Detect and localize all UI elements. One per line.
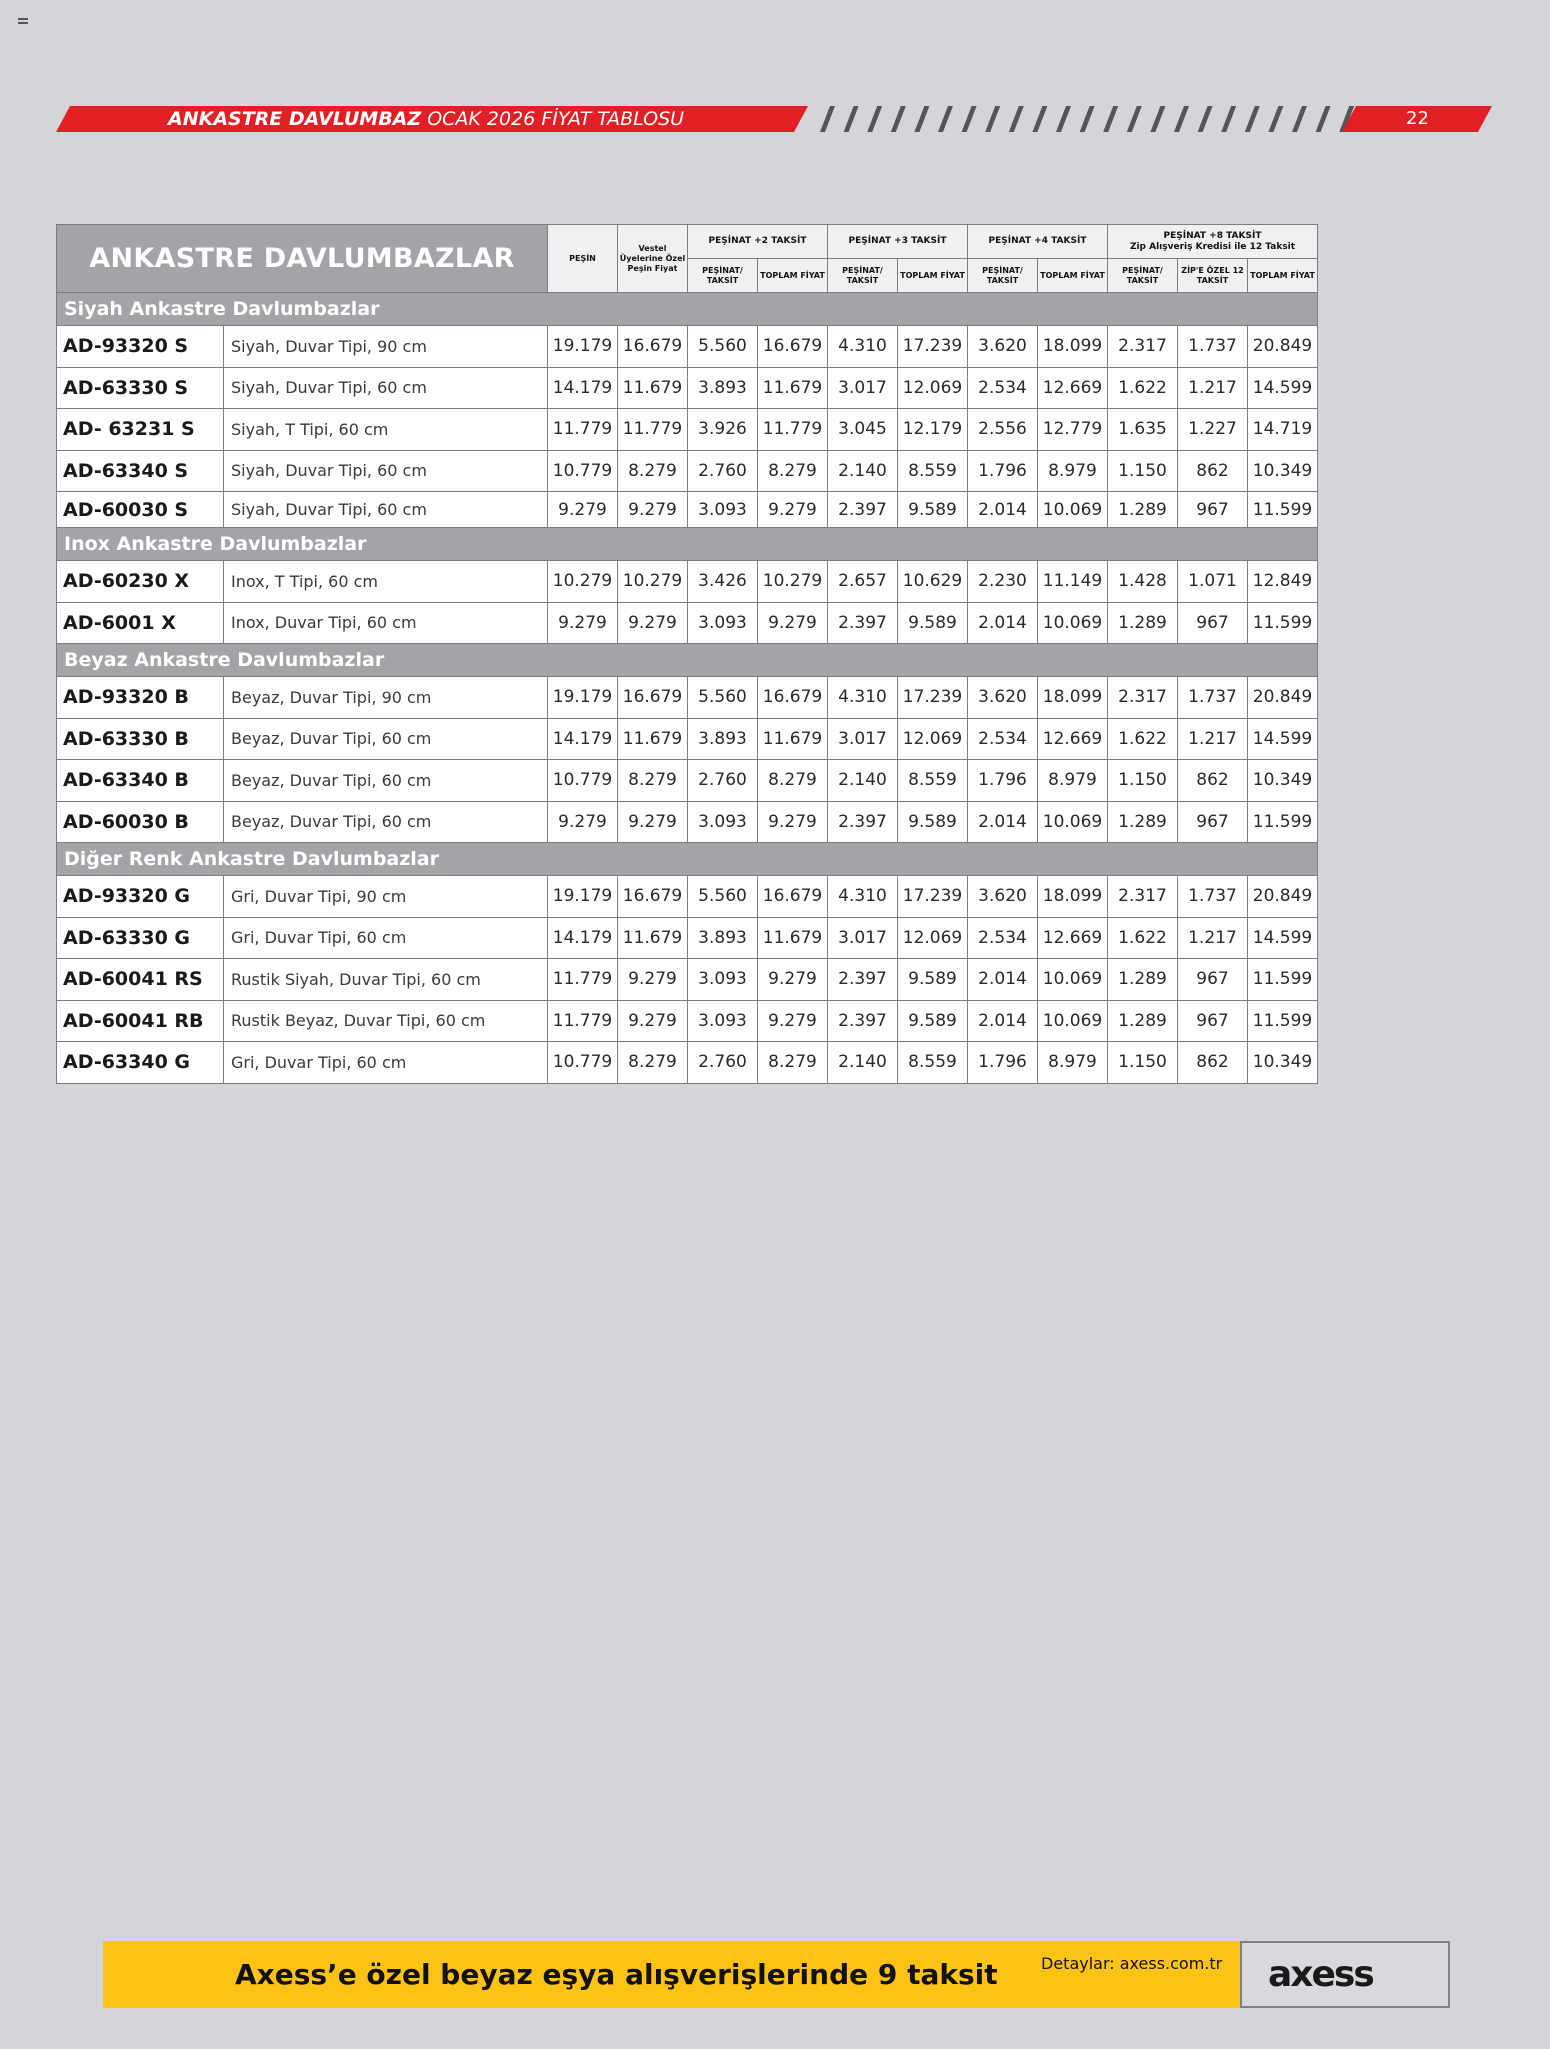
product-description: Gri, Duvar Tipi, 90 cm xyxy=(224,876,548,918)
price-cell: 3.017 xyxy=(828,718,898,760)
corner-mark xyxy=(18,18,28,24)
product-code: AD-93320 S xyxy=(57,326,224,368)
stripe xyxy=(1032,106,1047,132)
stripe xyxy=(1056,106,1071,132)
axess-logo: axess xyxy=(1268,1954,1373,1995)
header-group-3-taksit: PEŞİNAT +3 TAKSİT xyxy=(828,225,968,259)
price-cell: 11.679 xyxy=(758,367,828,409)
price-cell: 2.760 xyxy=(688,1042,758,1084)
price-cell: 16.679 xyxy=(758,876,828,918)
price-cell: 17.239 xyxy=(898,326,968,368)
stripe xyxy=(867,106,882,132)
price-cell: 1.622 xyxy=(1108,718,1178,760)
price-cell: 1.737 xyxy=(1178,876,1248,918)
price-cell: 862 xyxy=(1178,760,1248,802)
price-table xyxy=(56,224,1318,1084)
price-cell: 1.635 xyxy=(1108,409,1178,451)
price-cell: 9.279 xyxy=(618,602,688,644)
stripe xyxy=(1198,106,1213,132)
price-cell: 5.560 xyxy=(688,876,758,918)
price-cell: 1.737 xyxy=(1178,326,1248,368)
price-cell: 11.599 xyxy=(1248,959,1318,1001)
price-cell: 9.279 xyxy=(758,959,828,1001)
table-row xyxy=(57,561,1318,603)
price-cell: 16.679 xyxy=(618,876,688,918)
price-cell: 1.289 xyxy=(1108,959,1178,1001)
price-cell: 1.217 xyxy=(1178,917,1248,959)
price-cell: 3.893 xyxy=(688,718,758,760)
price-cell: 862 xyxy=(1178,450,1248,492)
price-cell: 2.760 xyxy=(688,450,758,492)
stripe xyxy=(1221,106,1236,132)
price-cell: 8.559 xyxy=(898,450,968,492)
price-cell: 11.779 xyxy=(548,1000,618,1042)
product-code: AD-93320 G xyxy=(57,876,224,918)
price-cell: 3.017 xyxy=(828,367,898,409)
price-cell: 9.589 xyxy=(898,801,968,843)
price-cell: 1.428 xyxy=(1108,561,1178,603)
price-cell: 2.230 xyxy=(968,561,1038,603)
price-cell: 9.279 xyxy=(548,492,618,528)
product-code: AD-63330 B xyxy=(57,718,224,760)
header-title-rest: OCAK 2026 FİYAT TABLOSU xyxy=(421,108,685,130)
stripe xyxy=(1174,106,1189,132)
subheader-toplam-fiyat-last: TOPLAM FİYAT xyxy=(1248,259,1318,293)
price-cell: 1.289 xyxy=(1108,801,1178,843)
section-title: Siyah Ankastre Davlumbazlar xyxy=(57,293,1318,326)
product-description: Inox, T Tipi, 60 cm xyxy=(224,561,548,603)
price-cell: 1.289 xyxy=(1108,602,1178,644)
table-row xyxy=(57,760,1318,802)
price-cell: 11.679 xyxy=(758,917,828,959)
price-cell: 9.279 xyxy=(618,1000,688,1042)
product-description: Gri, Duvar Tipi, 60 cm xyxy=(224,1042,548,1084)
price-cell: 12.179 xyxy=(898,409,968,451)
table-row xyxy=(57,1042,1318,1084)
price-cell: 11.149 xyxy=(1038,561,1108,603)
price-cell: 10.779 xyxy=(548,1042,618,1084)
price-cell: 8.559 xyxy=(898,760,968,802)
promo-banner xyxy=(103,1941,1240,2008)
table-row xyxy=(57,409,1318,451)
price-cell: 9.279 xyxy=(758,492,828,528)
section-row xyxy=(57,293,1318,326)
price-cell: 10.069 xyxy=(1038,492,1108,528)
product-description: Inox, Duvar Tipi, 60 cm xyxy=(224,602,548,644)
price-cell: 2.317 xyxy=(1108,876,1178,918)
stripe xyxy=(1245,106,1260,132)
price-cell: 17.239 xyxy=(898,677,968,719)
price-cell: 12.669 xyxy=(1038,367,1108,409)
price-cell: 11.599 xyxy=(1248,801,1318,843)
product-description: Siyah, Duvar Tipi, 90 cm xyxy=(224,326,548,368)
price-cell: 3.620 xyxy=(968,677,1038,719)
subheader-pesinat-taksit: PEŞİNAT/ TAKSİT xyxy=(1108,259,1178,293)
price-cell: 8.279 xyxy=(758,1042,828,1084)
price-cell: 8.979 xyxy=(1038,450,1108,492)
price-cell: 1.227 xyxy=(1178,409,1248,451)
product-description: Beyaz, Duvar Tipi, 60 cm xyxy=(224,760,548,802)
price-cell: 2.140 xyxy=(828,450,898,492)
price-cell: 967 xyxy=(1178,959,1248,1001)
price-cell: 8.979 xyxy=(1038,1042,1108,1084)
price-cell: 10.779 xyxy=(548,760,618,802)
price-cell: 2.014 xyxy=(968,801,1038,843)
price-cell: 8.279 xyxy=(758,450,828,492)
subheader-zip-ozel: ZİP'E ÖZEL 12 TAKSİT xyxy=(1178,259,1248,293)
price-cell: 11.779 xyxy=(548,409,618,451)
price-cell: 20.849 xyxy=(1248,677,1318,719)
table-row xyxy=(57,677,1318,719)
header-title xyxy=(168,106,684,132)
table-row xyxy=(57,602,1318,644)
product-description: Rustik Beyaz, Duvar Tipi, 60 cm xyxy=(224,1000,548,1042)
price-cell: 1.217 xyxy=(1178,367,1248,409)
price-cell: 967 xyxy=(1178,492,1248,528)
price-cell: 2.140 xyxy=(828,1042,898,1084)
price-cell: 1.796 xyxy=(968,760,1038,802)
price-cell: 2.014 xyxy=(968,602,1038,644)
price-cell: 3.045 xyxy=(828,409,898,451)
price-cell: 10.069 xyxy=(1038,959,1108,1001)
stripe xyxy=(1292,106,1307,132)
product-code: AD-60041 RS xyxy=(57,959,224,1001)
price-cell: 11.779 xyxy=(758,409,828,451)
stripe xyxy=(1268,106,1283,132)
price-cell: 10.629 xyxy=(898,561,968,603)
price-cell: 12.779 xyxy=(1038,409,1108,451)
price-cell: 12.069 xyxy=(898,367,968,409)
price-cell: 2.397 xyxy=(828,801,898,843)
product-code: AD-60030 B xyxy=(57,801,224,843)
product-description: Siyah, T Tipi, 60 cm xyxy=(224,409,548,451)
section-title: Beyaz Ankastre Davlumbazlar xyxy=(57,644,1318,677)
price-cell: 2.397 xyxy=(828,1000,898,1042)
product-code: AD-63340 G xyxy=(57,1042,224,1084)
price-cell: 11.779 xyxy=(618,409,688,451)
price-cell: 1.796 xyxy=(968,1042,1038,1084)
subheader-pesinat-taksit: PEŞİNAT/ TAKSİT xyxy=(968,259,1038,293)
price-cell: 14.179 xyxy=(548,367,618,409)
price-cell: 9.589 xyxy=(898,602,968,644)
price-cell: 10.349 xyxy=(1248,760,1318,802)
price-cell: 14.599 xyxy=(1248,917,1318,959)
stripe xyxy=(914,106,929,132)
price-cell: 3.620 xyxy=(968,326,1038,368)
price-cell: 8.559 xyxy=(898,1042,968,1084)
price-cell: 9.279 xyxy=(618,959,688,1001)
price-cell: 11.679 xyxy=(618,367,688,409)
price-cell: 8.279 xyxy=(758,760,828,802)
subheader-pesinat-taksit: PEŞİNAT/ TAKSİT xyxy=(688,259,758,293)
price-cell: 9.589 xyxy=(898,959,968,1001)
price-cell: 4.310 xyxy=(828,326,898,368)
table-row xyxy=(57,917,1318,959)
price-cell: 10.069 xyxy=(1038,602,1108,644)
price-cell: 1.737 xyxy=(1178,677,1248,719)
product-description: Beyaz, Duvar Tipi, 60 cm xyxy=(224,718,548,760)
price-cell: 17.239 xyxy=(898,876,968,918)
subheader-pesinat-taksit: PEŞİNAT/ TAKSİT xyxy=(828,259,898,293)
price-cell: 3.017 xyxy=(828,917,898,959)
table-row xyxy=(57,1000,1318,1042)
price-cell: 14.179 xyxy=(548,917,618,959)
product-code: AD-93320 B xyxy=(57,677,224,719)
price-cell: 8.279 xyxy=(618,450,688,492)
product-code: AD-6001 X xyxy=(57,602,224,644)
section-row xyxy=(57,528,1318,561)
section-row xyxy=(57,644,1318,677)
price-cell: 9.589 xyxy=(898,1000,968,1042)
price-cell: 2.534 xyxy=(968,917,1038,959)
price-cell: 1.150 xyxy=(1108,1042,1178,1084)
table-row xyxy=(57,492,1318,528)
stripe xyxy=(1316,106,1331,132)
price-cell: 3.093 xyxy=(688,492,758,528)
price-cell: 2.760 xyxy=(688,760,758,802)
header-title-bold: ANKASTRE DAVLUMBAZ xyxy=(168,108,422,130)
price-cell: 12.669 xyxy=(1038,917,1108,959)
price-cell: 9.589 xyxy=(898,492,968,528)
header-group-8-taksit xyxy=(1108,225,1318,259)
price-cell: 967 xyxy=(1178,801,1248,843)
price-cell: 10.069 xyxy=(1038,1000,1108,1042)
price-cell: 2.556 xyxy=(968,409,1038,451)
price-cell: 19.179 xyxy=(548,326,618,368)
price-cell: 3.426 xyxy=(688,561,758,603)
price-cell: 10.279 xyxy=(758,561,828,603)
price-cell: 3.926 xyxy=(688,409,758,451)
price-cell: 1.622 xyxy=(1108,367,1178,409)
table-row xyxy=(57,801,1318,843)
price-cell: 11.679 xyxy=(618,718,688,760)
table-row xyxy=(57,959,1318,1001)
price-cell: 2.534 xyxy=(968,367,1038,409)
price-cell: 11.779 xyxy=(548,959,618,1001)
price-cell: 9.279 xyxy=(758,602,828,644)
price-cell: 3.093 xyxy=(688,959,758,1001)
price-cell: 3.893 xyxy=(688,367,758,409)
price-cell: 5.560 xyxy=(688,326,758,368)
section-title: Inox Ankastre Davlumbazlar xyxy=(57,528,1318,561)
stripe xyxy=(1009,106,1024,132)
price-cell: 12.069 xyxy=(898,917,968,959)
product-description: Beyaz, Duvar Tipi, 60 cm xyxy=(224,801,548,843)
price-cell: 11.679 xyxy=(758,718,828,760)
price-cell: 16.679 xyxy=(618,677,688,719)
section-title: Diğer Renk Ankastre Davlumbazlar xyxy=(57,843,1318,876)
table-body xyxy=(57,293,1318,1084)
table-row xyxy=(57,326,1318,368)
price-cell: 2.397 xyxy=(828,492,898,528)
price-cell: 862 xyxy=(1178,1042,1248,1084)
product-code: AD-63330 G xyxy=(57,917,224,959)
price-cell: 2.014 xyxy=(968,492,1038,528)
price-cell: 20.849 xyxy=(1248,326,1318,368)
price-cell: 16.679 xyxy=(758,677,828,719)
price-cell: 14.599 xyxy=(1248,367,1318,409)
price-cell: 2.657 xyxy=(828,561,898,603)
price-cell: 16.679 xyxy=(758,326,828,368)
price-cell: 3.093 xyxy=(688,801,758,843)
price-cell: 967 xyxy=(1178,602,1248,644)
price-cell: 19.179 xyxy=(548,876,618,918)
price-cell: 19.179 xyxy=(548,677,618,719)
stripe xyxy=(891,106,906,132)
stripe xyxy=(820,106,835,132)
price-cell: 4.310 xyxy=(828,677,898,719)
price-cell: 1.622 xyxy=(1108,917,1178,959)
page-number: 22 xyxy=(1406,108,1429,129)
price-cell: 9.279 xyxy=(758,801,828,843)
product-description: Siyah, Duvar Tipi, 60 cm xyxy=(224,492,548,528)
page-header xyxy=(56,106,1492,132)
stripe xyxy=(844,106,859,132)
product-description: Rustik Siyah, Duvar Tipi, 60 cm xyxy=(224,959,548,1001)
subheader-toplam-fiyat: TOPLAM FİYAT xyxy=(898,259,968,293)
price-cell: 10.279 xyxy=(618,561,688,603)
stripe xyxy=(1150,106,1165,132)
price-cell: 1.217 xyxy=(1178,718,1248,760)
price-cell: 2.397 xyxy=(828,602,898,644)
price-cell: 8.279 xyxy=(618,760,688,802)
product-description: Siyah, Duvar Tipi, 60 cm xyxy=(224,450,548,492)
price-cell: 10.069 xyxy=(1038,801,1108,843)
price-cell: 2.397 xyxy=(828,959,898,1001)
table-row xyxy=(57,876,1318,918)
stripe xyxy=(985,106,1000,132)
price-cell: 2.014 xyxy=(968,959,1038,1001)
table-row xyxy=(57,718,1318,760)
product-code: AD-63330 S xyxy=(57,367,224,409)
price-cell: 10.779 xyxy=(548,450,618,492)
stripe xyxy=(1103,106,1118,132)
stripe xyxy=(1127,106,1142,132)
header-vestel: Vestel Üyelerine Özel Peşin Fiyat xyxy=(618,225,688,293)
header-stripes xyxy=(808,106,1408,132)
price-cell: 9.279 xyxy=(758,1000,828,1042)
price-cell: 16.679 xyxy=(618,326,688,368)
price-cell: 9.279 xyxy=(548,801,618,843)
price-cell: 967 xyxy=(1178,1000,1248,1042)
price-cell: 3.893 xyxy=(688,917,758,959)
price-cell: 14.719 xyxy=(1248,409,1318,451)
price-cell: 18.099 xyxy=(1038,326,1108,368)
product-code: AD-60230 X xyxy=(57,561,224,603)
price-cell: 1.071 xyxy=(1178,561,1248,603)
table-title: ANKASTRE DAVLUMBAZLAR xyxy=(57,225,548,293)
stripe xyxy=(962,106,977,132)
price-cell: 12.849 xyxy=(1248,561,1318,603)
product-description: Beyaz, Duvar Tipi, 90 cm xyxy=(224,677,548,719)
product-code: AD- 63231 S xyxy=(57,409,224,451)
price-cell: 8.979 xyxy=(1038,760,1108,802)
price-cell: 2.317 xyxy=(1108,326,1178,368)
price-cell: 11.679 xyxy=(618,917,688,959)
price-cell: 3.093 xyxy=(688,1000,758,1042)
header-group-8-line2: Zip Alışveriş Kredisi ile 12 Taksit xyxy=(1129,241,1296,252)
price-cell: 18.099 xyxy=(1038,876,1108,918)
section-row xyxy=(57,843,1318,876)
promo-text: Axess’e özel beyaz eşya alışverişlerinde 9 taksit xyxy=(235,1958,998,1991)
header-pesin: PEŞİN xyxy=(548,225,618,293)
price-cell: 12.669 xyxy=(1038,718,1108,760)
price-cell: 1.150 xyxy=(1108,450,1178,492)
header-group-2-taksit: PEŞİNAT +2 TAKSİT xyxy=(688,225,828,259)
product-code: AD-60041 RB xyxy=(57,1000,224,1042)
product-code: AD-63340 B xyxy=(57,760,224,802)
price-cell: 11.599 xyxy=(1248,492,1318,528)
header-group-4-taksit: PEŞİNAT +4 TAKSİT xyxy=(968,225,1108,259)
product-description: Siyah, Duvar Tipi, 60 cm xyxy=(224,367,548,409)
price-cell: 8.279 xyxy=(618,1042,688,1084)
price-cell: 1.289 xyxy=(1108,1000,1178,1042)
product-description: Gri, Duvar Tipi, 60 cm xyxy=(224,917,548,959)
price-cell: 18.099 xyxy=(1038,677,1108,719)
price-cell: 9.279 xyxy=(618,492,688,528)
product-code: AD-60030 S xyxy=(57,492,224,528)
price-cell: 14.599 xyxy=(1248,718,1318,760)
price-cell: 10.349 xyxy=(1248,1042,1318,1084)
price-cell: 10.349 xyxy=(1248,450,1318,492)
subheader-toplam-fiyat: TOPLAM FİYAT xyxy=(1038,259,1108,293)
price-cell: 3.620 xyxy=(968,876,1038,918)
table-row xyxy=(57,450,1318,492)
price-cell: 9.279 xyxy=(618,801,688,843)
price-cell: 14.179 xyxy=(548,718,618,760)
table-row xyxy=(57,367,1318,409)
price-cell: 2.140 xyxy=(828,760,898,802)
stripe xyxy=(1080,106,1095,132)
price-cell: 2.317 xyxy=(1108,677,1178,719)
axess-logo-box xyxy=(1240,1941,1450,2008)
subheader-toplam-fiyat: TOPLAM FİYAT xyxy=(758,259,828,293)
price-cell: 1.150 xyxy=(1108,760,1178,802)
header-group-8-line1: PEŞİNAT +8 TAKSİT xyxy=(1163,230,1262,241)
price-cell: 5.560 xyxy=(688,677,758,719)
promo-detail: Detaylar: axess.com.tr xyxy=(1041,1954,1223,1973)
price-cell: 10.279 xyxy=(548,561,618,603)
price-cell: 3.093 xyxy=(688,602,758,644)
price-cell: 9.279 xyxy=(548,602,618,644)
price-cell: 20.849 xyxy=(1248,876,1318,918)
price-cell: 1.289 xyxy=(1108,492,1178,528)
product-code: AD-63340 S xyxy=(57,450,224,492)
price-cell: 2.014 xyxy=(968,1000,1038,1042)
price-cell: 11.599 xyxy=(1248,602,1318,644)
price-cell: 1.796 xyxy=(968,450,1038,492)
price-cell: 11.599 xyxy=(1248,1000,1318,1042)
price-cell: 12.069 xyxy=(898,718,968,760)
price-cell: 4.310 xyxy=(828,876,898,918)
stripe xyxy=(938,106,953,132)
price-cell: 2.534 xyxy=(968,718,1038,760)
